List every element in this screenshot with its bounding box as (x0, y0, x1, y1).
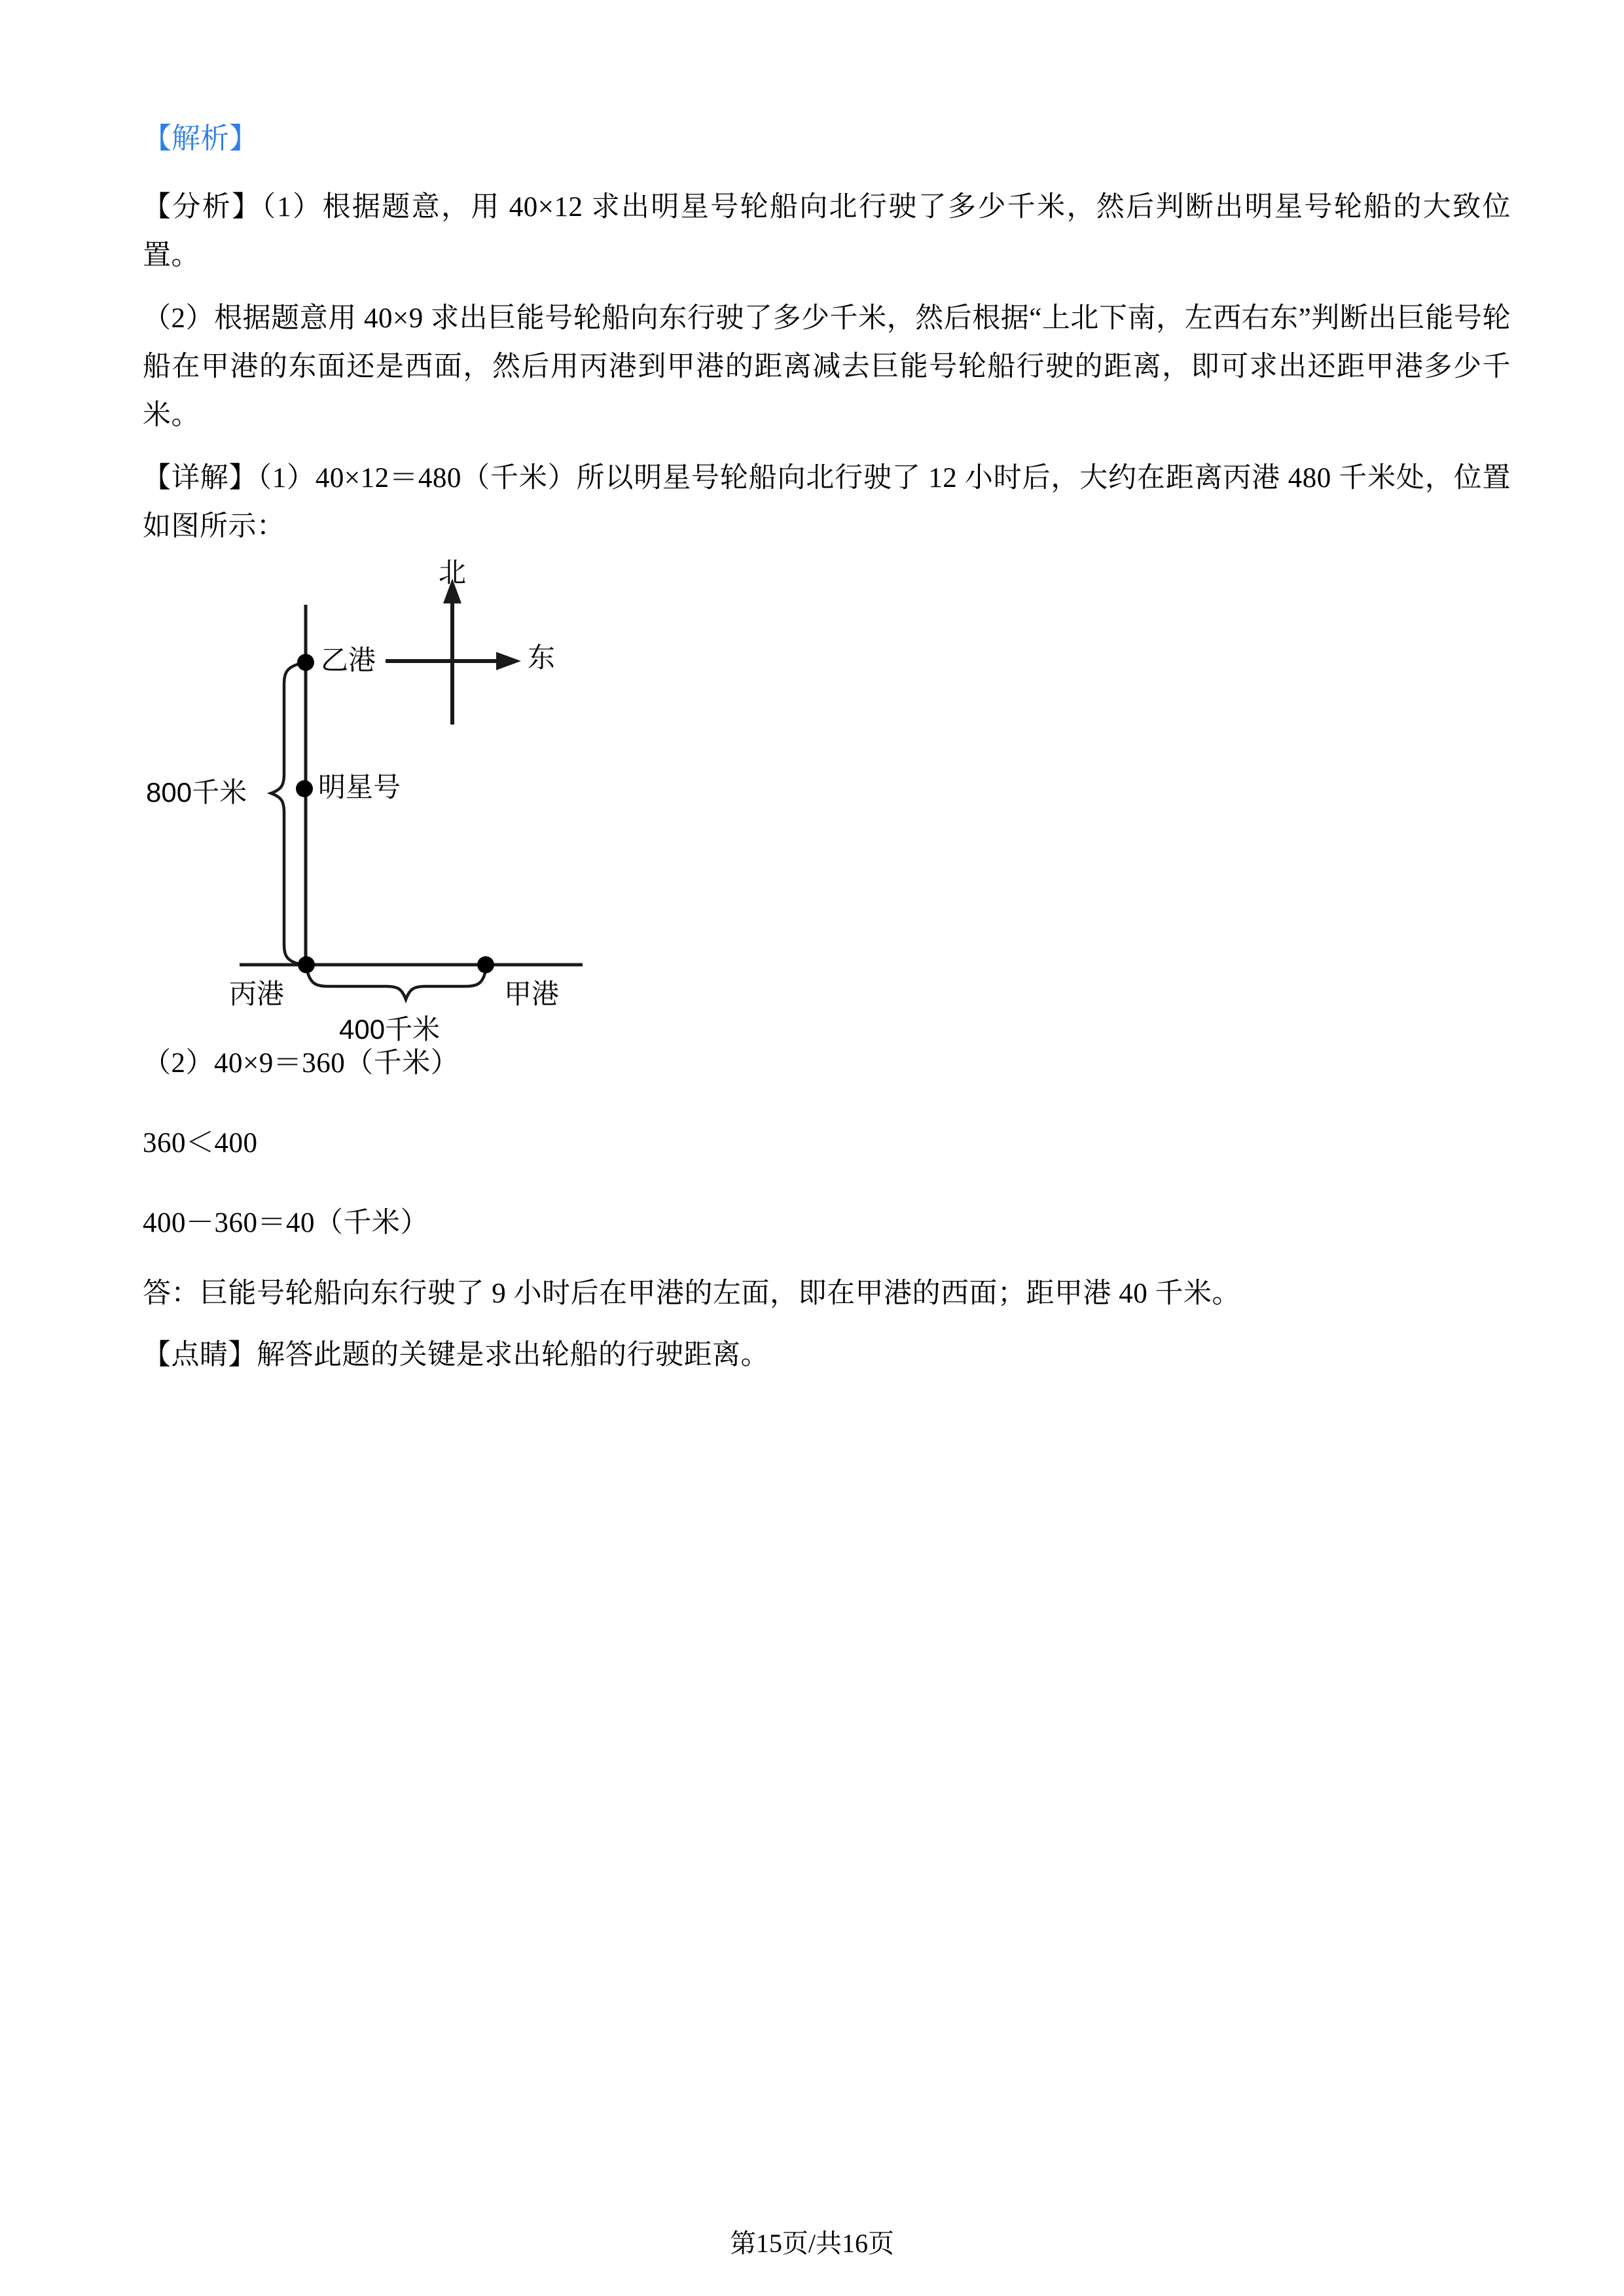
figure-label-port-b: 乙港 (321, 645, 376, 675)
figure-label-ship: 明星号 (318, 772, 401, 802)
paragraph-analysis-2: （2）根据题意用 40×9 求出巨能号轮船向东行驶了多少千米，然后根据“上北下南，左西右东”判断出巨能号轮船在甲港的东面还是西面，然后用丙港到甲港的距离减去巨能号轮船行驶的距离，即可求出还距甲港多少千米。 (143, 303, 1511, 431)
figure-label-port-c: 丙港 (229, 978, 285, 1009)
figure-label-east: 东 (528, 642, 556, 673)
figure-label-vertical-distance: 800千米 (146, 777, 247, 808)
diagram-svg (143, 564, 863, 1022)
point-ship-mingxing (296, 780, 313, 797)
brace-vertical-800km (271, 664, 300, 964)
port-position-diagram (143, 557, 1511, 1045)
point-port-b (297, 654, 314, 671)
equation-line-2: 360＜400 (143, 1128, 258, 1158)
page-content (143, 124, 1511, 1393)
answer-line: 答：巨能号轮船向东行驶了 9 小时后在甲港的左面，即在甲港的西面；距甲港 40 千米。 (143, 1278, 1240, 1309)
point-port-c (298, 956, 315, 973)
compass-east-arrowhead (496, 652, 521, 670)
figure-label-north: 北 (439, 557, 467, 588)
insight-line: 【点睛】解答此题的关键是求出轮船的行驶距离。 (143, 1340, 769, 1371)
paragraph-analysis-1: 【分析】（1）根据题意，用 40×12 求出明星号轮船向北行驶了多少千米，然后判断出明星号轮船的大致位置。 (143, 192, 1511, 271)
equation-line-1: （2）40×9＝360（千米） (143, 1048, 460, 1079)
paragraph-detailed-solution: 【详解】（1）40×12＝480（千米）所以明星号轮船向北行驶了 12 小时后，大约在距离丙港 480 千米处，位置如图所示： (143, 463, 1511, 542)
brace-horizontal-400km (307, 970, 486, 999)
figure-label-horizontal-distance: 400千米 (339, 1014, 441, 1045)
figure-label-port-a: 甲港 (504, 978, 560, 1009)
equation-line-3: 400－360＝40（千米） (143, 1208, 429, 1238)
point-port-a (477, 956, 494, 973)
section-tag-analysis: 【解析】 (143, 122, 258, 154)
page-footer: 第15页/共16页 (729, 2229, 895, 2258)
